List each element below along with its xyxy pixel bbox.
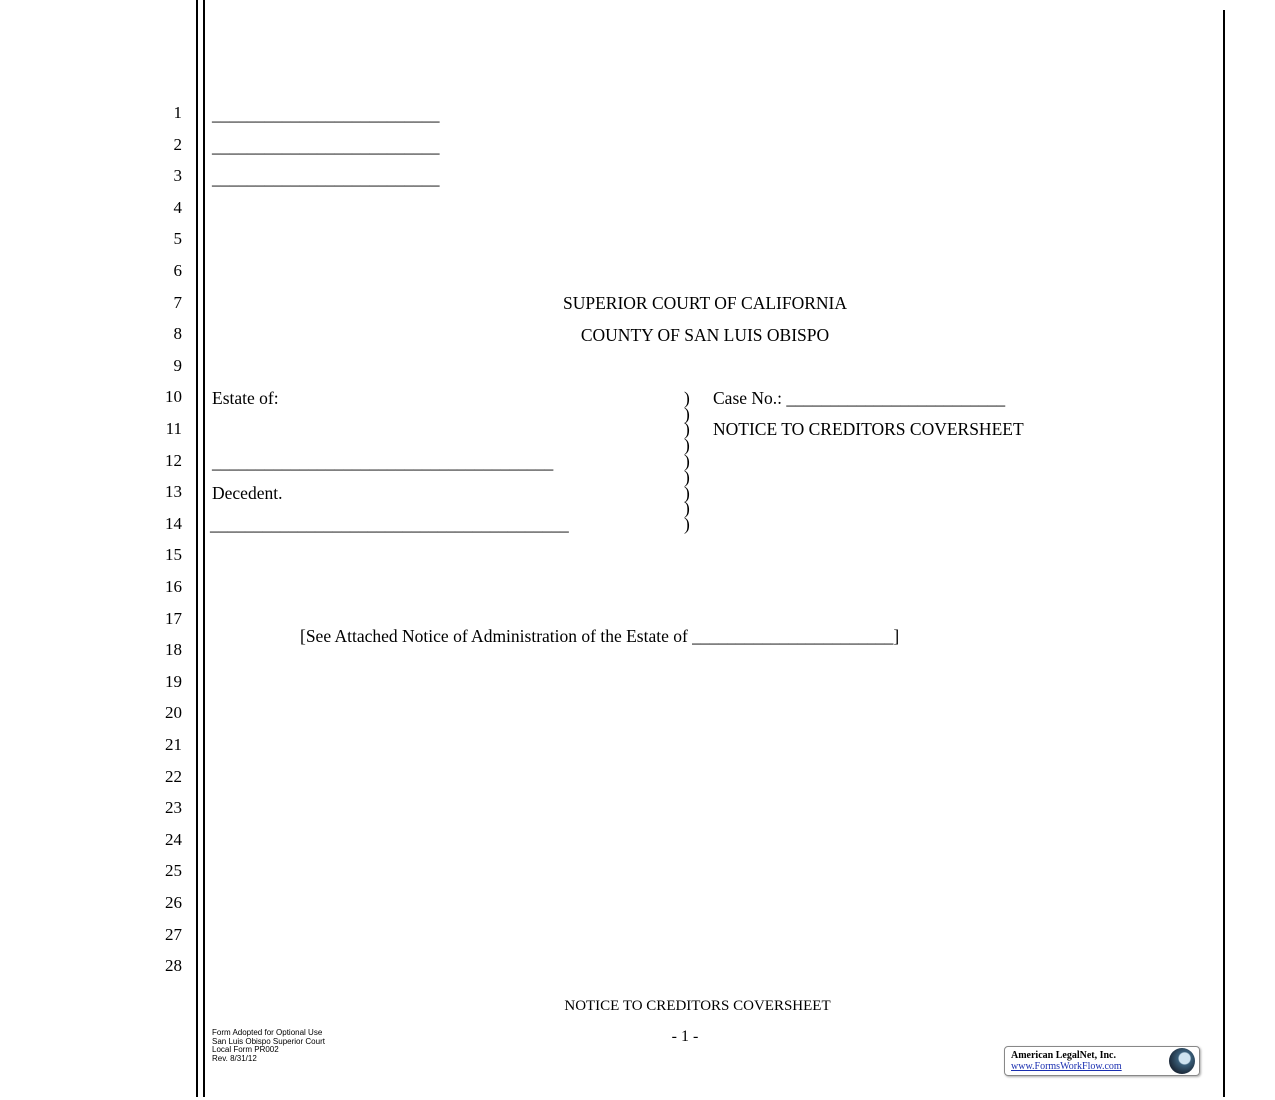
logo-name: American LegalNet, Inc. — [1011, 1050, 1116, 1061]
line-number: 2 — [173, 134, 182, 154]
footer-title: NOTICE TO CREDITORS COVERSHEET — [564, 998, 831, 1014]
decedent-label: Decedent. — [212, 483, 283, 503]
caption-paren: ) — [684, 451, 690, 471]
case-number-field[interactable]: Case No.: _________________________ — [713, 388, 1006, 408]
american-legalnet-logo[interactable] — [1004, 1046, 1200, 1076]
line-number: 17 — [165, 608, 182, 628]
line-number: 9 — [173, 355, 182, 375]
line-number: 22 — [165, 766, 182, 786]
left-margin-rule-inner — [203, 0, 205, 1097]
left-margin-rule-outer — [196, 0, 198, 1097]
line-number: 12 — [165, 450, 182, 470]
form-info — [212, 1029, 325, 1063]
line-number: 21 — [165, 735, 182, 754]
globe-icon — [1169, 1048, 1195, 1074]
caption-paren: ) — [684, 467, 690, 487]
caption-bottom-line: _________________________________________ — [210, 514, 569, 534]
line-number: 27 — [165, 924, 182, 944]
line-number: 23 — [165, 798, 182, 818]
form-info-line: Form Adopted for Optional Use — [212, 1028, 323, 1037]
form-info-line: San Luis Obispo Superior Court — [212, 1036, 325, 1046]
line-number: 6 — [173, 261, 182, 280]
attorney-line-3[interactable]: __________________________ — [212, 168, 440, 188]
caption-paren: ) — [684, 388, 690, 408]
line-number: 24 — [165, 829, 182, 849]
line-number: 28 — [165, 956, 182, 976]
caption-paren: ) — [684, 435, 690, 455]
line-number: 5 — [173, 229, 182, 249]
caption-paren: ) — [684, 483, 690, 503]
right-margin-rule — [1223, 10, 1225, 1097]
line-number: 13 — [165, 482, 182, 502]
line-number: 18 — [165, 640, 182, 660]
line-number: 20 — [165, 703, 182, 723]
document-title: NOTICE TO CREDITORS COVERSHEET — [713, 419, 1024, 439]
estate-of-label: Estate of: — [212, 388, 279, 408]
line-number: 19 — [165, 671, 182, 691]
line-number: 10 — [165, 387, 182, 407]
form-info-line: Rev. 8/31/12 — [212, 1053, 257, 1063]
line-number: 16 — [165, 577, 182, 596]
line-number: 4 — [173, 197, 182, 217]
line-number: 11 — [165, 419, 182, 438]
line-number: 1 — [173, 103, 182, 122]
attorney-line-2[interactable]: __________________________ — [212, 136, 440, 156]
court-name: SUPERIOR COURT OF CALIFORNIA — [562, 293, 848, 313]
caption-paren: ) — [684, 498, 690, 518]
line-number: 25 — [165, 861, 182, 881]
attorney-line-1[interactable]: __________________________ — [212, 104, 440, 124]
court-county: COUNTY OF SAN LUIS OBISPO — [580, 325, 830, 345]
attached-notice-text: [See Attached Notice of Administration of the Estate of _______________________] — [300, 626, 900, 646]
line-number: 3 — [173, 166, 182, 186]
line-number: 7 — [173, 292, 182, 312]
caption-paren: ) — [684, 404, 690, 424]
caption-paren: ) — [684, 419, 690, 439]
caption-paren: ) — [684, 514, 690, 534]
line-number: 14 — [165, 513, 182, 533]
page-number: - 1 - — [671, 1028, 699, 1045]
line-number: 26 — [165, 893, 182, 912]
decedent-name-blank[interactable]: _______________________________________ — [212, 452, 554, 472]
form-info-line: Local Form PR002 — [212, 1045, 279, 1054]
logo-link[interactable]: www.FormsWorkFlow.com — [1011, 1061, 1122, 1072]
line-number: 15 — [165, 545, 182, 565]
line-number: 8 — [173, 324, 182, 344]
